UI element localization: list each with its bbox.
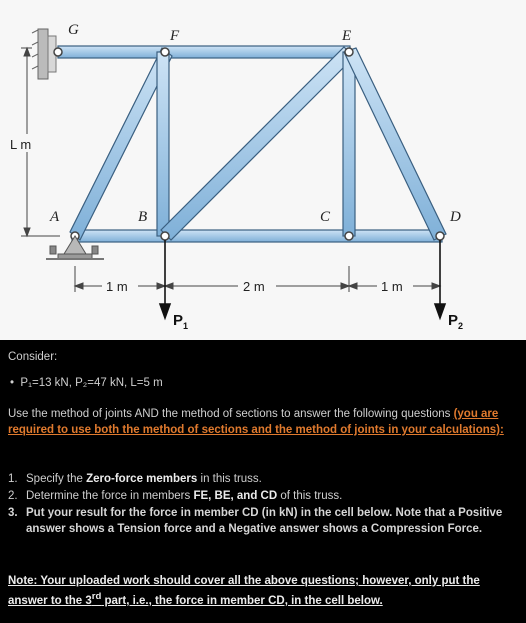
member-ed <box>344 48 446 240</box>
submission-note: Note: Your uploaded work should cover all the above questions; however, only put the answer to the 3rd part, i.e., the force in member CD, in the cell below. <box>8 575 480 607</box>
span-label-3: 1 m <box>381 279 403 294</box>
bullet-icon: • <box>10 377 21 389</box>
member-abcd <box>72 230 442 242</box>
member-ec <box>343 52 355 236</box>
given-values <box>10 375 522 391</box>
member-gfe <box>58 46 350 58</box>
instructions-required: (you are required to use both the method of sections and the method of joints in your calculations): <box>8 408 504 436</box>
load-p2-label: $P_2$ <box>448 312 464 331</box>
truss-members <box>58 46 446 242</box>
consider-heading: Consider: <box>8 351 58 363</box>
question-2: 2. Determine the force in members FE, BE, and CD of this truss. <box>8 490 343 502</box>
instructions-text: Use the method of joints AND the method of sections to answer the following questions <box>8 408 454 420</box>
given-text: P₁=13 kN, P₂=47 kN, L=5 m <box>20 377 163 389</box>
question-1: 1. Specify the Zero-force members in this truss. <box>8 473 262 485</box>
label-a: A <box>50 209 60 225</box>
question-list <box>8 471 520 538</box>
question-3: 3. Put your result for the force in member CD (in kN) in the cell below. Note that a Positive answer shows a Tension force and a Negative answer shows a Compression Force. <box>8 507 503 535</box>
span-label-2: 2 m <box>243 279 265 294</box>
label-g: G <box>68 22 79 38</box>
label-e: E <box>342 28 352 44</box>
instructions <box>8 406 520 438</box>
load-p1-label: $P_1$ <box>173 312 189 331</box>
label-b: B <box>138 209 148 225</box>
member-fb <box>157 52 169 236</box>
label-d: D <box>450 209 461 225</box>
wall-support-g <box>32 29 56 79</box>
label-c: C <box>320 209 331 225</box>
span-label-1: 1 m <box>106 279 128 294</box>
height-label: L m <box>10 137 32 152</box>
label-f: F <box>170 28 180 44</box>
